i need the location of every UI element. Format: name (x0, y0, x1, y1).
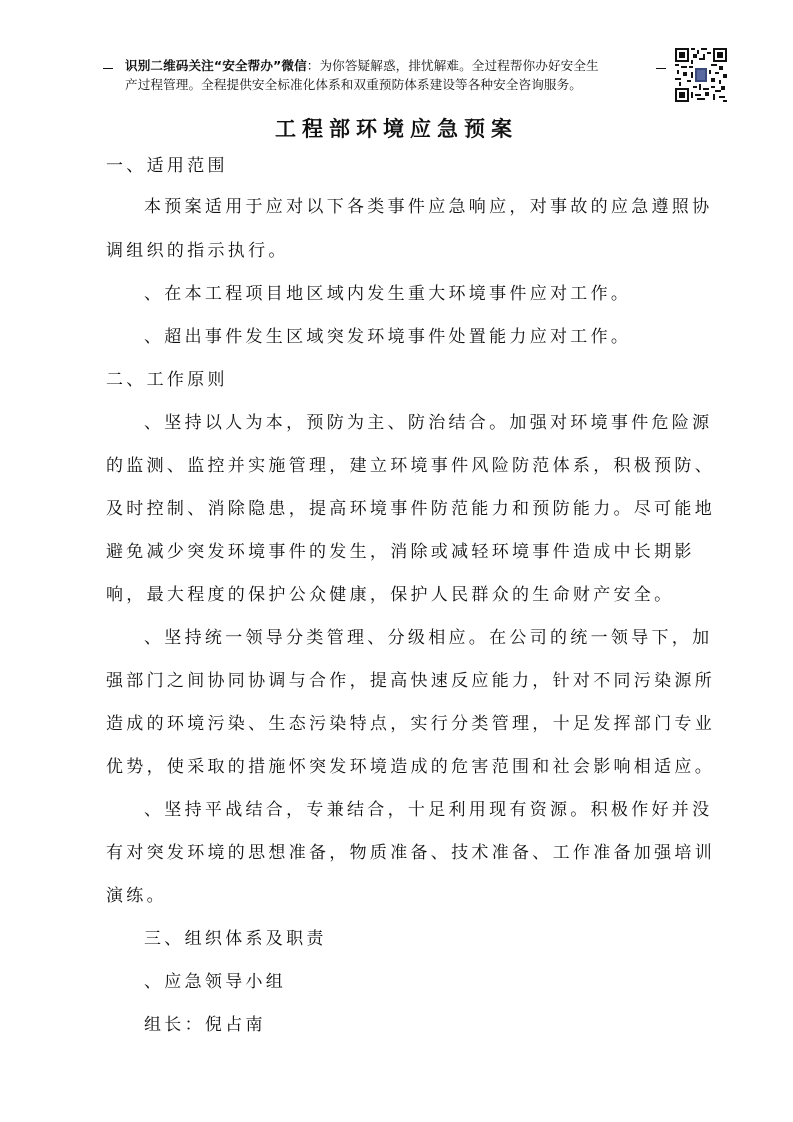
paragraph-line: 优势，使采取的措施怀突发环境造成的危害范围和社会影响相适应。 (106, 757, 715, 777)
banner-line-2: 产过程管理。全程提供安全标准化体系和双重预防体系建设等各种安全咨询服务。 (125, 77, 582, 92)
paragraph-line: 、坚持以人为本，预防为主、防治结合。加强对环境事件危险源 (144, 413, 713, 433)
paragraph-line: 、超出事件发生区域突发环境事件处置能力应对工作。 (144, 327, 632, 347)
paragraph-line: 组长：倪占南 (144, 1015, 266, 1035)
document-title: 工程部环境应急预案 (275, 116, 518, 141)
paragraph-line: 造成的环境污染、生态污染特点，实行分类管理，十足发挥部门专业 (106, 714, 715, 734)
paragraph-line: 响，最大程度的保护公众健康，保护人民群众的生命财产安全。 (106, 585, 675, 605)
qr-code-icon[interactable] (675, 48, 727, 102)
paragraph-line: 本预案适用于应对以下各类事件应急响应，对事故的应急遵照协 (144, 197, 713, 217)
banner-quote: “安全帮办” (213, 58, 282, 73)
banner-line-1 (125, 56, 655, 75)
banner-dash-left (103, 68, 113, 69)
banner-prefix: 识别二维码关注 (125, 58, 214, 73)
paragraph-line: 避免减少突发环境事件的发生，消除或减轻环境事件造成中长期影 (106, 542, 695, 562)
paragraph-line: 一、适用范围 (106, 156, 228, 176)
paragraph-line: 二、工作原则 (106, 370, 228, 390)
paragraph-line: 调组织的指示执行。 (106, 241, 289, 261)
paragraph-line: 、坚持统一领导分类管理、分级相应。在公司的统一领导下，加 (144, 628, 713, 648)
banner-wechat: 微信 (281, 58, 307, 73)
paragraph-line: 有对突发环境的思想准备，物质准备、技术准备、工作准备加强培训 (106, 843, 715, 863)
paragraph-line: 、在本工程项目地区域内发生重大环境事件应对工作。 (144, 284, 632, 304)
paragraph-line: 、坚持平战结合，专兼结合，十足利用现有资源。积极作好并没 (144, 800, 713, 820)
banner-rest: ：为你答疑解惑，排忧解难。全过程帮你办好安全生 (306, 58, 599, 73)
banner-text (125, 56, 655, 94)
paragraph-line: 演练。 (106, 886, 167, 906)
paragraph-line: 三、组织体系及职责 (144, 929, 327, 949)
paragraph-line: 的监测、监控并实施管理，建立环境事件风险防范体系，积极预防、 (106, 456, 715, 476)
paragraph-line: 强部门之间协同协调与合作，提高快速反应能力，针对不同污染源所 (106, 671, 715, 691)
paragraph-line: 及时控制、消除隐患，提高环境事件防范能力和预防能力。尽可能地 (106, 499, 715, 519)
banner-dash-right (656, 68, 666, 69)
paragraph-line: 、应急领导小组 (144, 972, 287, 992)
